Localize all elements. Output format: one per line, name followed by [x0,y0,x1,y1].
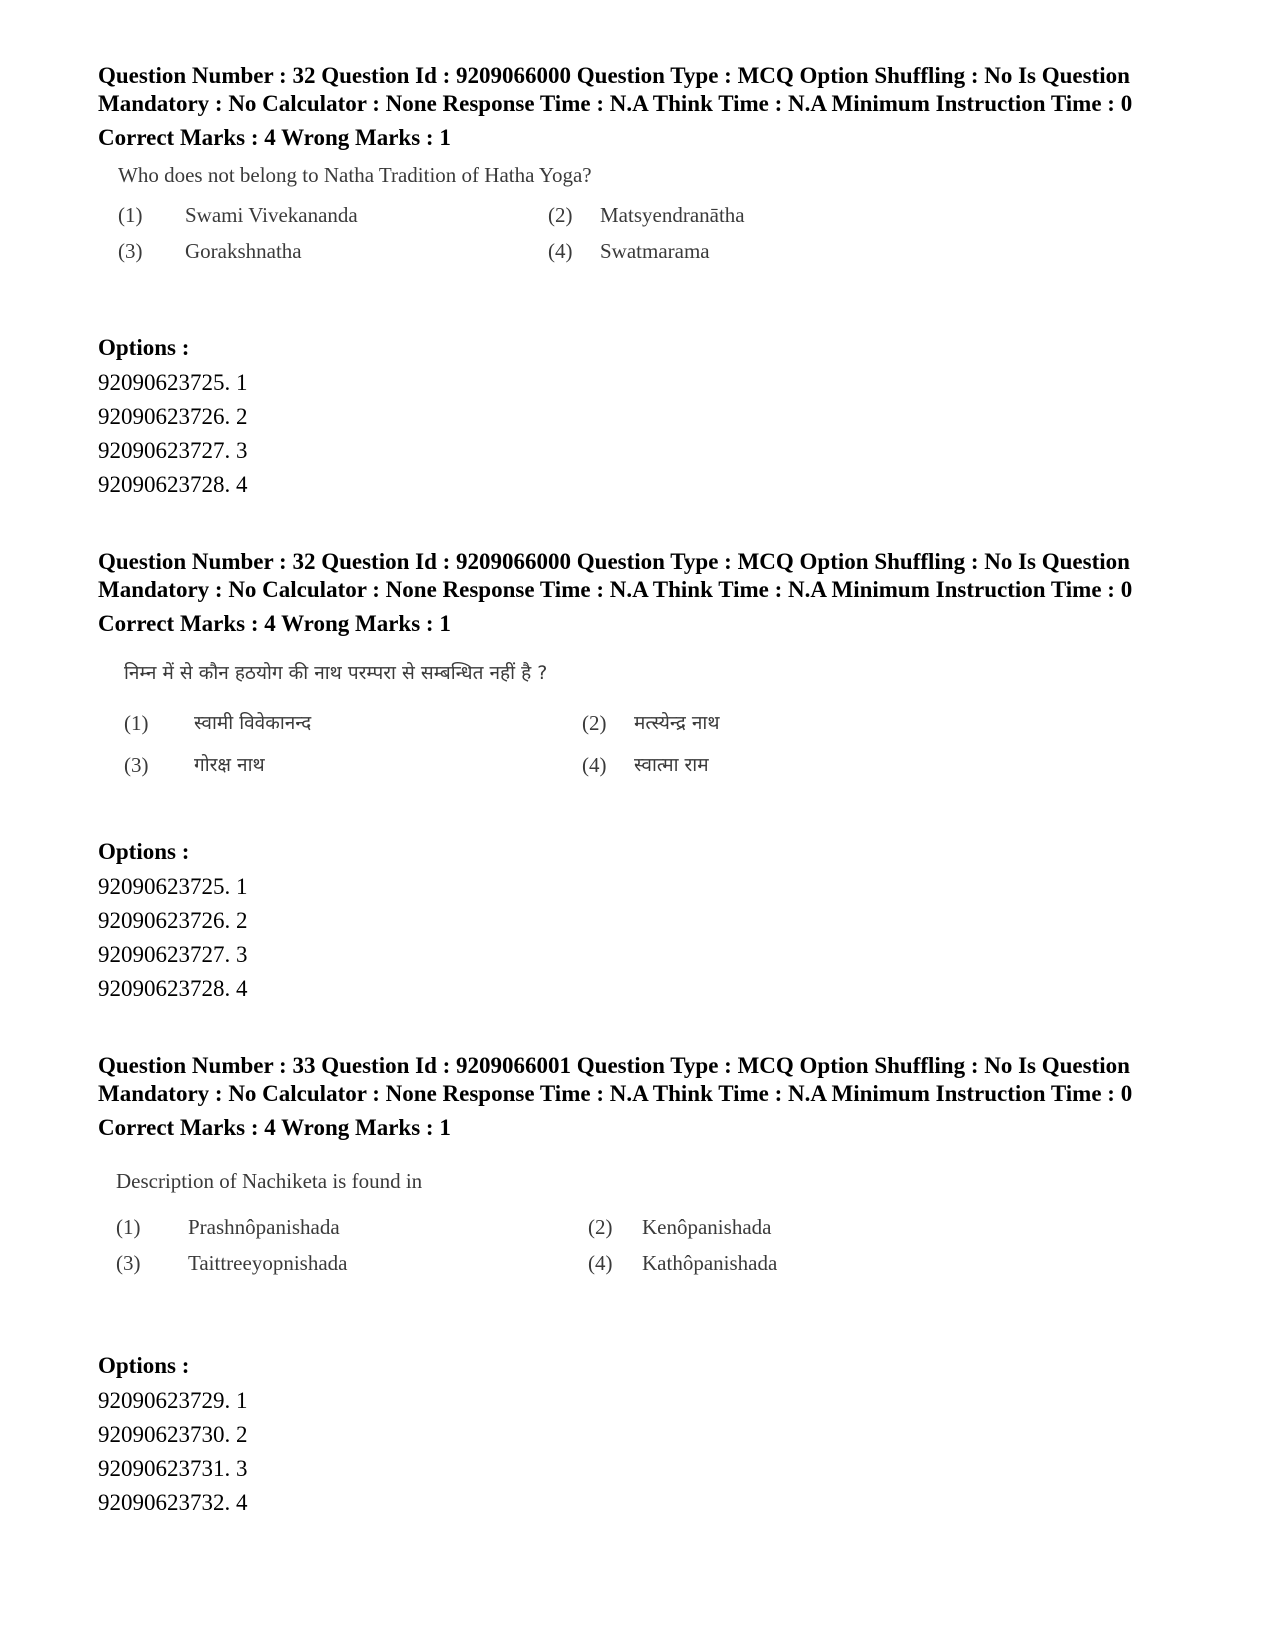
choice-text: Swatmarama [600,239,710,263]
choice-1 [116,1214,340,1240]
question-block-3 [98,1052,1188,1515]
question-header: Question Number : 32 Question Id : 9209066000 Question Type : MCQ Option Shuffling : No Is Question Mandatory : No Calculator : None Response Time : N.A Think Time : N.A Minimum Instruction Time : 0 [98,63,1133,116]
choice-3 [118,238,302,264]
choice-4 [582,752,709,778]
choice-2 [582,710,720,736]
choice-number: (3) [124,753,149,777]
choice-number: (1) [116,1215,141,1239]
marks-line: Correct Marks : 4 Wrong Marks : 1 [98,125,451,150]
option-item: 92090623732. 4 [98,1490,248,1515]
choice-number: (3) [118,239,143,263]
choice-3 [116,1250,348,1276]
question-header: Question Number : 33 Question Id : 9209066001 Question Type : MCQ Option Shuffling : No Is Question Mandatory : No Calculator : None Response Time : N.A Think Time : N.A Minimum Instruction Time : 0 [98,1053,1133,1106]
choice-text: Matsyendranātha [600,203,745,227]
options-title: Options : [98,335,190,360]
question-text: निम्न में से कौन हठयोग की नाथ परम्परा से सम्बन्धित नहीं है ? [124,662,548,684]
question-image [116,1168,1188,1288]
choice-1 [124,710,312,736]
choice-number: (2) [548,203,573,227]
options-list [98,870,248,1006]
question-header: Question Number : 32 Question Id : 9209066000 Question Type : MCQ Option Shuffling : No Is Question Mandatory : No Calculator : None Response Time : N.A Think Time : N.A Minimum Instruction Time : 0 [98,549,1133,602]
choice-text: Gorakshnatha [185,239,302,263]
choice-4 [548,238,710,264]
choice-text: Prashnôpanishada [188,1215,340,1239]
choice-number: (1) [124,711,149,735]
choice-4 [588,1250,778,1276]
question-image [118,162,1188,272]
choice-text: Taittreeyopnishada [188,1251,348,1275]
choice-text: गोरक्ष नाथ [194,754,265,776]
options-list [98,1384,248,1520]
question-text: Who does not belong to Natha Tradition of Hatha Yoga? [118,163,592,187]
question-image [124,660,1188,790]
options-title: Options : [98,1353,190,1378]
choice-text: Kenôpanishada [642,1215,772,1239]
choice-number: (1) [118,203,143,227]
marks-line: Correct Marks : 4 Wrong Marks : 1 [98,1115,451,1140]
option-item: 92090623728. 4 [98,472,248,497]
option-item: 92090623725. 1 [98,874,248,899]
option-item: 92090623729. 1 [98,1388,248,1413]
option-item: 92090623730. 2 [98,1422,248,1447]
choice-text: मत्स्येन्द्र नाथ [634,712,720,734]
choice-number: (4) [582,753,607,777]
choice-3 [124,752,265,778]
choice-1 [118,202,358,228]
choice-number: (2) [588,1215,613,1239]
question-text: Description of Nachiketa is found in [116,1169,423,1193]
option-item: 92090623731. 3 [98,1456,248,1481]
choice-text: स्वामी विवेकानन्द [194,712,312,734]
choice-text: Kathôpanishada [642,1251,778,1275]
option-item: 92090623728. 4 [98,976,248,1001]
choice-number: (2) [582,711,607,735]
option-item: 92090623725. 1 [98,370,248,395]
options-title: Options : [98,839,190,864]
marks-line: Correct Marks : 4 Wrong Marks : 1 [98,611,451,636]
choice-text: Swami Vivekananda [185,203,358,227]
question-block-1 [98,62,1188,497]
options-list [98,366,248,502]
choice-number: (4) [548,239,573,263]
option-item: 92090623727. 3 [98,438,248,463]
question-block-2 [98,548,1188,1001]
choice-2 [588,1214,772,1240]
option-item: 92090623727. 3 [98,942,248,967]
option-item: 92090623726. 2 [98,908,248,933]
option-item: 92090623726. 2 [98,404,248,429]
choice-number: (4) [588,1251,613,1275]
choice-2 [548,202,745,228]
choice-text: स्वात्मा राम [634,754,709,776]
choice-number: (3) [116,1251,141,1275]
